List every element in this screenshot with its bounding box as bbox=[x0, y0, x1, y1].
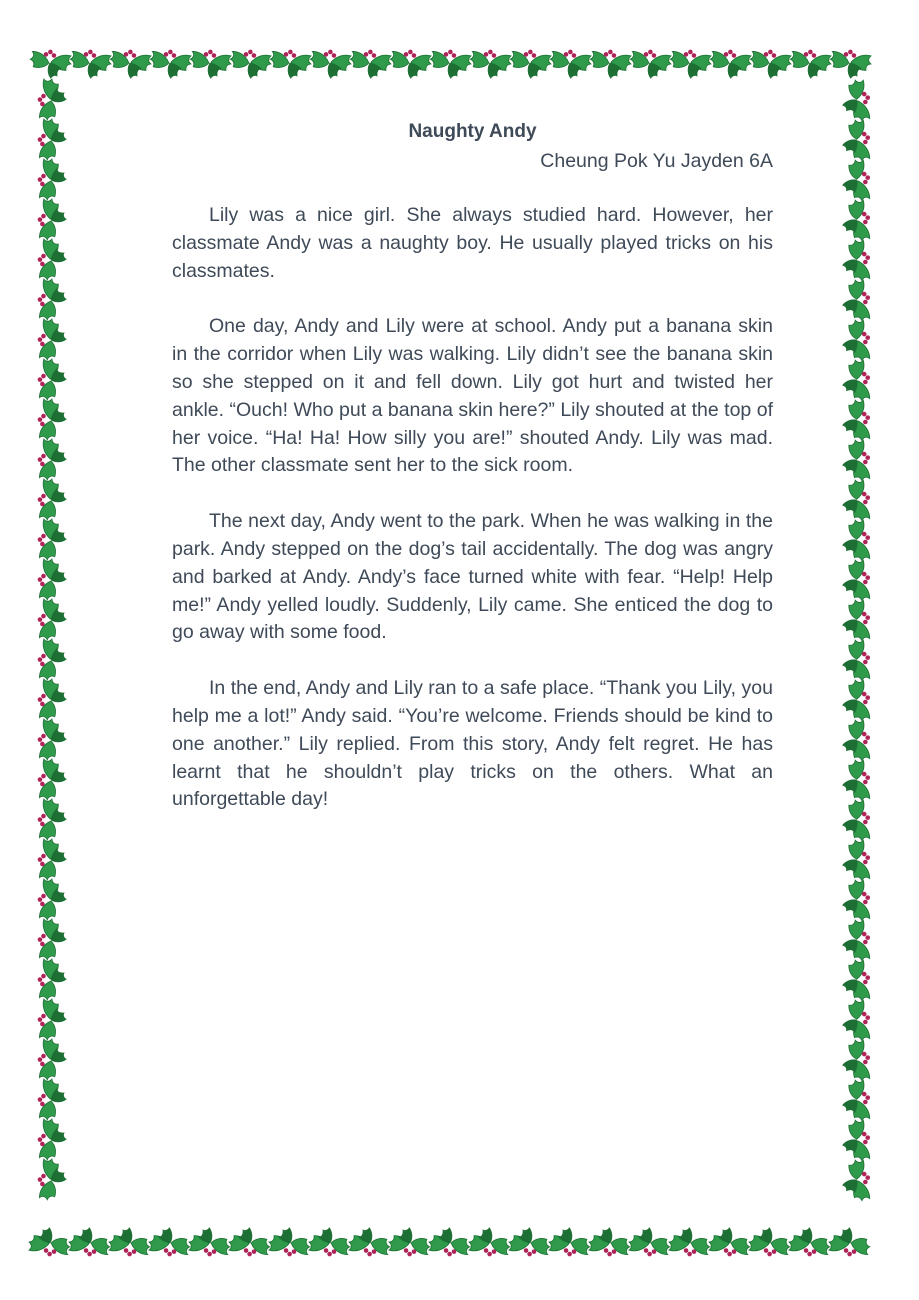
holly-icon bbox=[587, 1225, 632, 1259]
holly-icon bbox=[548, 47, 593, 81]
holly-icon bbox=[35, 197, 69, 242]
holly-icon bbox=[508, 47, 553, 81]
holly-icon bbox=[35, 557, 69, 602]
holly-icon bbox=[35, 517, 69, 562]
holly-icon bbox=[35, 1117, 69, 1162]
holly-icon bbox=[35, 1157, 69, 1202]
author-line: Cheung Pok Yu Jayden 6A bbox=[540, 150, 773, 172]
holly-icon bbox=[839, 78, 873, 123]
holly-icon bbox=[839, 198, 873, 243]
holly-icon bbox=[839, 1158, 873, 1203]
holly-icon bbox=[708, 47, 753, 81]
story-body bbox=[172, 202, 773, 842]
holly-icon bbox=[628, 47, 673, 81]
holly-icon bbox=[839, 638, 873, 683]
holly-icon bbox=[35, 917, 69, 962]
holly-icon bbox=[188, 47, 233, 81]
holly-icon bbox=[839, 918, 873, 963]
holly-icon bbox=[267, 1225, 312, 1259]
holly-icon bbox=[839, 278, 873, 323]
holly-icon bbox=[35, 797, 69, 842]
holly-icon bbox=[35, 757, 69, 802]
holly-icon bbox=[35, 237, 69, 282]
holly-icon bbox=[627, 1225, 672, 1259]
holly-icon bbox=[839, 958, 873, 1003]
holly-icon bbox=[668, 47, 713, 81]
holly-icon bbox=[67, 1225, 112, 1259]
holly-icon bbox=[747, 1225, 792, 1259]
holly-icon bbox=[307, 1225, 352, 1259]
holly-icon bbox=[35, 397, 69, 442]
paragraph: One day, Andy and Lily were at school. Andy put a banana skin in the corridor when Lily was walking. Lily didn’t see the banana skin so she stepped on it and fell down. Lily got hurt and twisted her ankle. “Ouch! Who put a banana skin here?” Lily shouted at the top of her voice. “Ha! Ha! How silly you are!” shouted Andy. Lily was mad. The other classmate sent her to the sick room. bbox=[172, 315, 773, 477]
holly-icon bbox=[35, 957, 69, 1002]
holly-icon bbox=[35, 677, 69, 722]
holly-icon bbox=[839, 558, 873, 603]
holly-icon bbox=[35, 77, 69, 122]
holly-icon bbox=[839, 598, 873, 643]
holly-icon bbox=[667, 1225, 712, 1259]
holly-icon bbox=[839, 758, 873, 803]
holly-icon bbox=[839, 878, 873, 923]
holly-icon bbox=[35, 157, 69, 202]
holly-icon bbox=[308, 47, 353, 81]
holly-icon bbox=[839, 318, 873, 363]
holly-icon bbox=[35, 317, 69, 362]
holly-icon bbox=[187, 1225, 232, 1259]
holly-icon bbox=[28, 47, 73, 81]
holly-icon bbox=[35, 837, 69, 882]
holly-icon bbox=[108, 47, 153, 81]
holly-icon bbox=[827, 1225, 872, 1259]
holly-icon bbox=[35, 997, 69, 1042]
holly-icon bbox=[839, 798, 873, 843]
holly-icon bbox=[68, 47, 113, 81]
holly-icon bbox=[839, 678, 873, 723]
holly-icon bbox=[839, 158, 873, 203]
holly-icon bbox=[547, 1225, 592, 1259]
holly-icon bbox=[839, 438, 873, 483]
holly-icon bbox=[839, 518, 873, 563]
holly-icon bbox=[35, 717, 69, 762]
holly-icon bbox=[148, 47, 193, 81]
holly-icon bbox=[839, 118, 873, 163]
holly-icon bbox=[748, 47, 793, 81]
holly-icon bbox=[388, 47, 433, 81]
holly-icon bbox=[788, 47, 833, 81]
holly-icon bbox=[348, 47, 393, 81]
holly-icon bbox=[35, 1077, 69, 1122]
holly-icon bbox=[839, 238, 873, 283]
paragraph: The next day, Andy went to the park. When he was walking in the park. Andy stepped on the dog’s tail accidentally. The dog was angry and barked at Andy. Andy’s face turned white with fear. “Help! Help me!” Andy yelled loudly. Suddenly, Lily came. She enticed the dog to go away with some food. bbox=[172, 510, 773, 644]
holly-icon bbox=[839, 718, 873, 763]
holly-icon bbox=[588, 47, 633, 81]
page-title: Naughty Andy bbox=[408, 121, 537, 142]
holly-icon bbox=[787, 1225, 832, 1259]
paragraph: In the end, Andy and Lily ran to a safe place. “Thank you Lily, you help me a lot!” Andy said. “You’re welcome. Friends should be kind to one another.” Lily replied. From this story, Andy felt regret. He has learnt that he shouldn’t play tricks on the others. What an unforgettable day! bbox=[172, 677, 773, 811]
holly-icon bbox=[839, 1038, 873, 1083]
holly-icon bbox=[228, 47, 273, 81]
holly-icon bbox=[35, 877, 69, 922]
holly-icon bbox=[839, 838, 873, 883]
holly-icon bbox=[428, 47, 473, 81]
holly-icon bbox=[387, 1225, 432, 1259]
holly-icon bbox=[147, 1225, 192, 1259]
holly-icon bbox=[107, 1225, 152, 1259]
holly-icon bbox=[839, 398, 873, 443]
holly-icon bbox=[27, 1225, 72, 1259]
holly-icon bbox=[35, 1037, 69, 1082]
holly-icon bbox=[35, 637, 69, 682]
holly-icon bbox=[707, 1225, 752, 1259]
holly-icon bbox=[347, 1225, 392, 1259]
holly-icon bbox=[35, 117, 69, 162]
holly-icon bbox=[427, 1225, 472, 1259]
holly-icon bbox=[839, 358, 873, 403]
holly-icon bbox=[35, 437, 69, 482]
holly-icon bbox=[227, 1225, 272, 1259]
holly-icon bbox=[35, 277, 69, 322]
holly-icon bbox=[35, 597, 69, 642]
holly-icon bbox=[839, 478, 873, 523]
holly-icon bbox=[839, 998, 873, 1043]
holly-icon bbox=[35, 357, 69, 402]
holly-icon bbox=[468, 47, 513, 81]
holly-icon bbox=[839, 1118, 873, 1163]
holly-icon bbox=[467, 1225, 512, 1259]
holly-icon bbox=[839, 1078, 873, 1123]
holly-icon bbox=[507, 1225, 552, 1259]
holly-icon bbox=[35, 477, 69, 522]
paragraph: Lily was a nice girl. She always studied hard. However, her classmate Andy was a naughty boy. He usually played tricks on his classmates. bbox=[172, 204, 773, 282]
holly-icon bbox=[828, 47, 873, 81]
holly-icon bbox=[268, 47, 313, 81]
